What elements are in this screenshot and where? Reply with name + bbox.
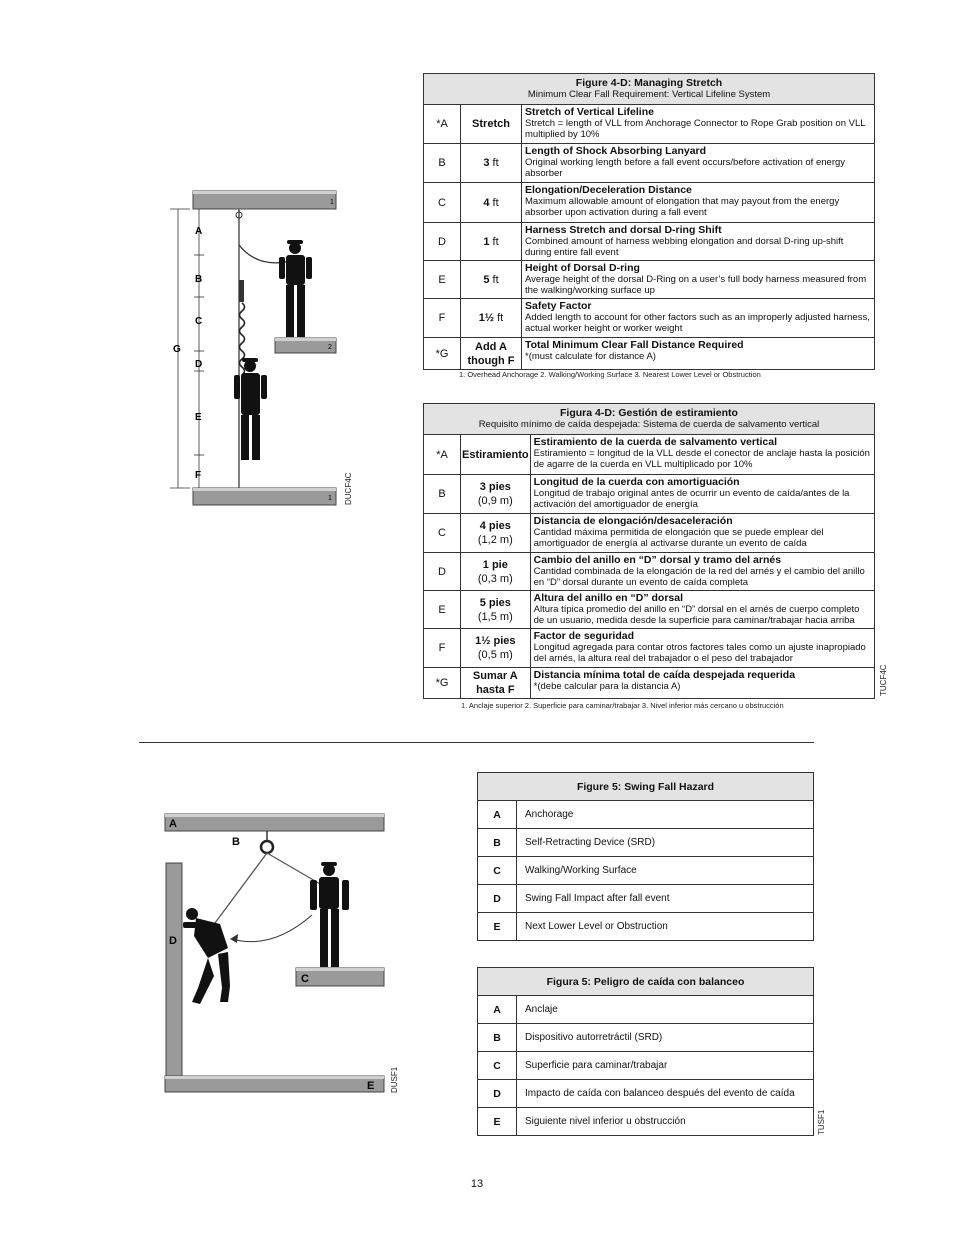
gestion-estiramiento-table	[423, 403, 875, 699]
legend-key: E	[478, 1108, 517, 1136]
legend-row	[478, 801, 814, 829]
value-unit: (1,2 m)	[477, 534, 513, 546]
row-value	[461, 183, 522, 223]
row-heading: Length of Shock Absorbing Lanyard	[525, 145, 707, 157]
value-unit: ft	[489, 273, 499, 286]
row-letter: F	[424, 629, 461, 668]
table-body	[424, 435, 875, 699]
legend-row	[478, 885, 814, 913]
row-text: Added length to account for other factors such as an improperly adjusted harness, actual worker height or worker weight	[525, 312, 870, 334]
row-letter: B	[424, 475, 461, 514]
legend-key: B	[478, 1024, 517, 1052]
table-row	[424, 223, 875, 261]
row-letter: C	[424, 183, 461, 223]
row-description	[530, 475, 874, 514]
row-value	[461, 514, 531, 553]
row-description	[530, 553, 874, 591]
table-footnote: 1. Overhead Anchorage 2. Walking/Working Surface 3. Nearest Lower Level or Obstruction	[459, 370, 761, 379]
table-row	[424, 514, 875, 553]
row-description	[530, 591, 874, 629]
table-row	[424, 591, 875, 629]
row-heading: Longitud de la cuerda con amortiguación	[533, 476, 740, 488]
value-unit: (1,5 m)	[477, 610, 513, 623]
swing-label-d: D	[169, 935, 177, 947]
value-amount: Add A though F	[467, 340, 515, 367]
swing-label-e: E	[367, 1080, 375, 1092]
value-amount: 5	[483, 273, 490, 286]
row-letter: C	[424, 514, 461, 553]
legend-key: A	[478, 996, 517, 1024]
value-unit: (0,9 m)	[477, 495, 513, 507]
dim-label-d: D	[195, 359, 203, 370]
row-value	[461, 105, 522, 144]
row-heading: Altura del anillo en “D” dorsal	[533, 592, 683, 604]
value-amount: 4 pies	[479, 520, 511, 532]
row-description	[522, 299, 875, 338]
value-amount: Estiramiento	[462, 448, 529, 461]
row-value	[461, 223, 522, 261]
worker-swing-impact-icon	[183, 908, 230, 1004]
value-amount: 1	[483, 235, 490, 248]
managing-stretch-table	[423, 73, 875, 370]
row-description	[522, 105, 875, 144]
legend-row	[478, 1080, 814, 1108]
row-value	[461, 435, 531, 475]
row-description	[530, 629, 874, 668]
legend-key: C	[478, 857, 517, 885]
swing-label-c: C	[301, 973, 309, 985]
legend-value: Dispositivo autorretráctil (SRD)	[517, 1024, 814, 1052]
surface-number-2: 2	[328, 344, 332, 351]
value-amount: 1½ pies	[475, 635, 516, 647]
value-amount: 3	[483, 157, 490, 169]
swing-fall-legend-table	[477, 772, 814, 941]
value-amount: 1½	[478, 312, 495, 324]
table-row	[424, 338, 875, 370]
swing-fall-diagram	[162, 810, 387, 1095]
diagram-code-ducf4c: DUCF4C	[344, 472, 353, 505]
table-title: Figura 4-D: Gestión de estiramiento	[560, 407, 738, 419]
legend-title: Figure 5: Swing Fall Hazard	[478, 773, 814, 801]
value-amount: Sumar A hasta F	[472, 670, 518, 696]
legend-row	[478, 857, 814, 885]
row-text: *(debe calcular para la distancia A)	[533, 681, 681, 692]
legend-key: D	[478, 1080, 517, 1108]
row-description	[522, 261, 875, 299]
table-title: Figure 4-D: Managing Stretch	[575, 77, 723, 89]
row-text: Average height of the dorsal D-Ring on a user’s full body harness measured from the walking/working surface up	[525, 274, 867, 296]
value-unit: ft	[494, 312, 504, 324]
legend-key: B	[478, 829, 517, 857]
row-text: Cantidad máxima permitida de elongación que se puede emplear del amortiguador de energía al activarse durante un evento de caída	[533, 527, 824, 549]
table-row	[424, 475, 875, 514]
row-heading: Harness Stretch and dorsal D-ring Shift	[525, 224, 722, 236]
row-heading: Height of Dorsal D-ring	[525, 262, 640, 274]
legend-key: A	[478, 801, 517, 829]
row-heading: Total Minimum Clear Fall Distance Required	[525, 339, 744, 351]
row-heading: Distancia de elongación/desaceleración	[533, 515, 733, 527]
table-row	[424, 183, 875, 223]
legend-value: Superficie para caminar/trabajar	[517, 1052, 814, 1080]
legend-key: C	[478, 1052, 517, 1080]
row-letter: D	[424, 553, 461, 591]
legend-value: Anclaje	[517, 996, 814, 1024]
row-value	[461, 553, 531, 591]
table-code-tusf1: TUSF1	[817, 1109, 826, 1135]
row-description	[530, 435, 874, 475]
row-text: Altura típica promedio del anillo en “D” dorsal en el arnés de cuerpo completo de un usuario, medida desde la superficie para caminar/trabajar hacia arriba	[533, 604, 860, 626]
table-body	[424, 105, 875, 370]
table-subtitle: Minimum Clear Fall Requirement: Vertical Lifeline System	[527, 89, 771, 100]
value-amount: 5 pies	[479, 596, 511, 609]
value-unit: ft	[489, 157, 499, 169]
legend-row	[478, 1052, 814, 1080]
legend-key: D	[478, 885, 517, 913]
worker-standing-icon	[279, 240, 312, 337]
table-code-tucf4c: TUCF4C	[879, 664, 888, 696]
legend-row	[478, 996, 814, 1024]
row-letter: *A	[424, 105, 461, 144]
legend-value: Next Lower Level or Obstruction	[517, 913, 814, 941]
row-heading: Stretch of Vertical Lifeline	[525, 106, 654, 118]
row-heading: Safety Factor	[525, 300, 592, 312]
table-subtitle: Requisito mínimo de caída despejada: Sistema de cuerda de salvamento vertical	[478, 419, 820, 430]
table-row	[424, 435, 875, 475]
row-text: Combined amount of harness webbing elongation and dorsal D-ring up-shift during entire fall event	[525, 236, 844, 258]
dim-label-g: G	[173, 344, 181, 355]
value-amount: Stretch	[472, 118, 510, 130]
peligro-caida-legend-table	[477, 967, 814, 1136]
row-value	[461, 668, 531, 699]
dim-label-b: B	[195, 274, 203, 285]
row-value	[461, 338, 522, 370]
dim-label-f: F	[195, 470, 202, 481]
diagram-code-dusf1: DUSF1	[390, 1066, 399, 1093]
table-row	[424, 553, 875, 591]
row-text: *(must calculate for distance A)	[525, 351, 656, 362]
legend-value: Siguiente nivel inferior u obstrucción	[517, 1108, 814, 1136]
table-row	[424, 105, 875, 144]
legend-row	[478, 1024, 814, 1052]
legend-body	[478, 801, 814, 941]
page-number: 13	[470, 1178, 484, 1190]
row-letter: D	[424, 223, 461, 261]
value-unit: (0,5 m)	[477, 649, 513, 661]
dim-label-e: E	[195, 412, 202, 423]
row-text: Maximum allowable amount of elongation that may payout from the energy absorber upon activation during a fall event	[525, 196, 840, 218]
legend-value: Self-Retracting Device (SRD)	[517, 829, 814, 857]
row-text: Cantidad combinada de la elongación de la red del arnés y el cambio del anillo en “D” dorsal durante un evento de caída completa	[533, 566, 865, 588]
row-description	[522, 338, 875, 370]
row-value	[461, 629, 531, 668]
row-description	[522, 223, 875, 261]
swing-label-b: B	[232, 836, 240, 848]
legend-value: Anchorage	[517, 801, 814, 829]
row-heading: Factor de seguridad	[533, 630, 634, 642]
legend-body	[478, 996, 814, 1136]
value-unit: (0,3 m)	[477, 572, 513, 585]
legend-row	[478, 913, 814, 941]
legend-row	[478, 829, 814, 857]
row-letter: *G	[424, 338, 461, 370]
legend-value: Walking/Working Surface	[517, 857, 814, 885]
row-value	[461, 591, 531, 629]
section-divider	[139, 742, 814, 743]
surface-number-3: 1	[328, 495, 332, 502]
row-value	[461, 475, 531, 514]
row-text: Stretch = length of VLL from Anchorage Connector to Rope Grab position on VLL multiplied by 10%	[525, 118, 866, 140]
value-amount: 1 pie	[482, 558, 508, 571]
worker-standing-icon	[310, 862, 349, 967]
dim-label-c: C	[195, 316, 203, 327]
legend-value: Swing Fall Impact after fall event	[517, 885, 814, 913]
vertical-lifeline-diagram	[160, 185, 360, 515]
row-heading: Cambio del anillo en “D” dorsal y tramo del arnés	[533, 554, 782, 566]
row-heading: Elongation/Deceleration Distance	[525, 184, 692, 196]
row-letter: B	[424, 144, 461, 183]
row-heading: Distancia mínima total de caída despejada requerida	[533, 669, 796, 681]
row-description	[530, 514, 874, 553]
row-value	[461, 299, 522, 338]
row-description	[522, 144, 875, 183]
row-text: Estiramiento = longitud de la VLL desde el conector de anclaje hasta la posición de agarre de la cuerda en VLL multiplicado por 10%	[533, 448, 870, 470]
row-description	[530, 668, 874, 699]
table-row	[424, 144, 875, 183]
legend-value: Impacto de caída con balanceo después del evento de caída	[517, 1080, 814, 1108]
legend-title: Figura 5: Peligro de caída con balanceo	[478, 968, 814, 996]
swing-label-a: A	[169, 818, 177, 830]
row-letter: *G	[424, 668, 461, 699]
row-letter: F	[424, 299, 461, 338]
dim-label-a: A	[195, 226, 203, 237]
row-description	[522, 183, 875, 223]
row-text: Longitud agregada para contar otros factores tales como un ajuste inapropiado del arnés, la altura real del trabajador o el peso del trabajador	[533, 642, 866, 664]
value-unit: ft	[489, 196, 499, 209]
row-letter: E	[424, 591, 461, 629]
row-heading: Estiramiento de la cuerda de salvamento vertical	[533, 436, 777, 448]
table-row	[424, 299, 875, 338]
row-text: Original working length before a fall event occurs/before activation of energy absorber	[525, 157, 846, 179]
surface-number-1-top: 1	[330, 199, 334, 206]
row-value	[461, 144, 522, 183]
legend-row	[478, 1108, 814, 1136]
table-footnote: 1. Anclaje superior 2. Superficie para caminar/trabajar 3. Nivel inferior más cercano u obstrucción	[461, 701, 784, 710]
row-letter: *A	[424, 435, 461, 475]
value-amount: 3 pies	[479, 481, 511, 493]
row-letter: E	[424, 261, 461, 299]
value-unit: ft	[489, 235, 499, 248]
table-row	[424, 261, 875, 299]
table-row	[424, 629, 875, 668]
table-row	[424, 668, 875, 699]
value-amount: 4	[483, 196, 490, 209]
row-value	[461, 261, 522, 299]
legend-key: E	[478, 913, 517, 941]
row-text: Longitud de trabajo original antes de ocurrir un evento de caída/antes de la activación del amortiguador de energía	[533, 488, 850, 510]
